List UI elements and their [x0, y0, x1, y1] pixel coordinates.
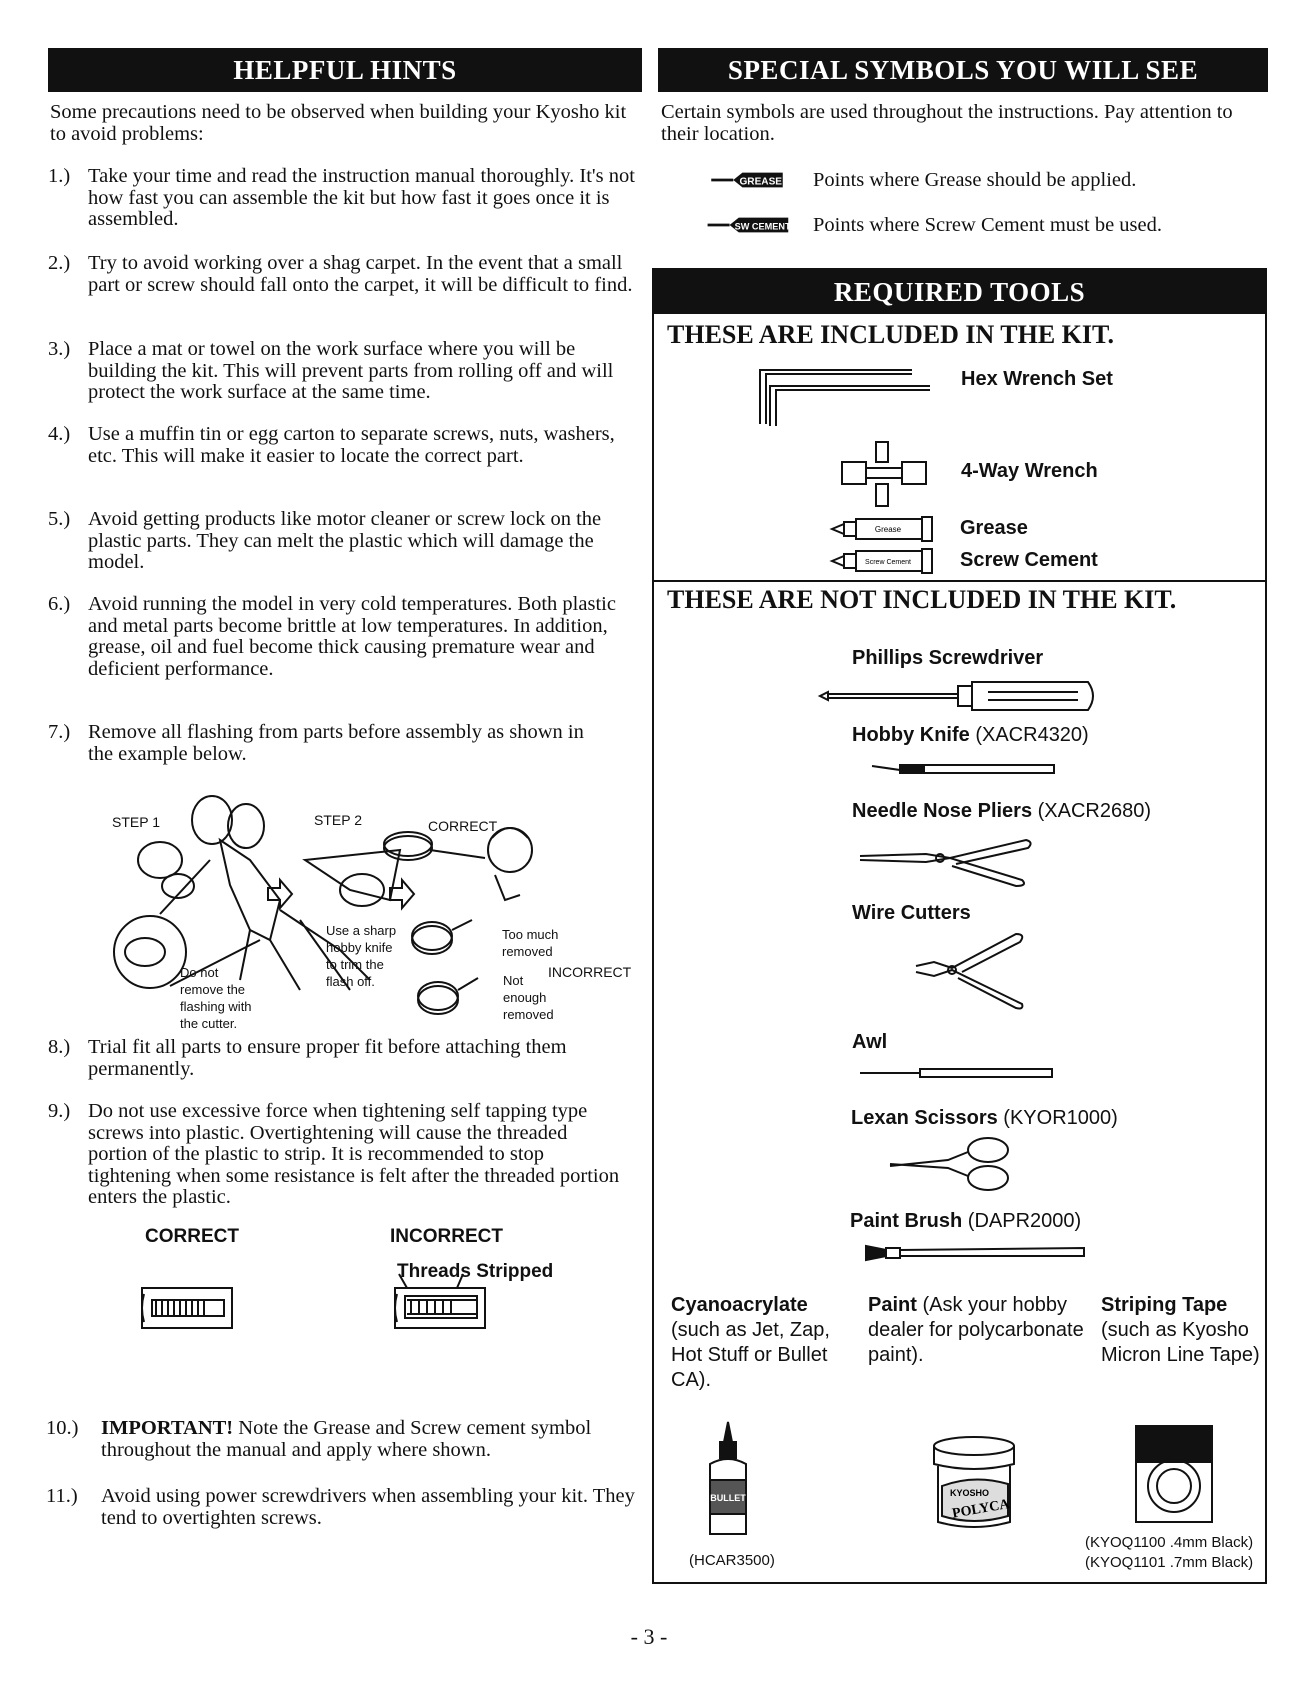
- hint-4: [48, 424, 648, 467]
- hint-text: Remove all flashing from parts before assembly as shown in the example below.: [88, 721, 584, 765]
- screw-cement-symbol-icon: [702, 214, 792, 236]
- hint-8: [48, 1037, 648, 1080]
- screw-incorrect-label: INCORRECT: [390, 1226, 503, 1247]
- hint-text: Try to avoid working over a shag carpet. In the event that a small part or screw should fall onto the carpet, it will be difficult to find.: [88, 252, 633, 296]
- svg-text:POLYCA: POLYCA: [951, 1496, 1011, 1522]
- four-way-wrench-illustration: [840, 440, 930, 510]
- hint-number: 4.): [48, 423, 71, 445]
- striping-tape-illustration: [1134, 1424, 1214, 1524]
- svg-text:GREASE: GREASE: [739, 176, 783, 188]
- hint-text: Avoid using power screwdrivers when assembling your kit. They tend to overtighten screws.: [101, 1485, 635, 1529]
- four-way-wrench-label: 4-Way Wrench: [961, 460, 1098, 482]
- wire-cutters-label: Wire Cutters: [852, 902, 971, 924]
- lexan-scissors-illustration: [888, 1134, 1014, 1194]
- not-included-heading: THESE ARE NOT INCLUDED IN THE KIT.: [667, 585, 1177, 614]
- hint-text: Do not use excessive force when tightening self tapping type screws into plastic. Overtightening will cause the threaded portion of the plastic to strip. It is recommended to stop tightening when some resistance is felt after the threaded portion enters the plastic.: [88, 1100, 620, 1208]
- step-2-label: STEP 2: [314, 812, 362, 828]
- hint-10: [46, 1418, 656, 1461]
- awl-label: Awl: [852, 1031, 888, 1053]
- cyanoacrylate-title: Cyanoacrylate: [671, 1294, 808, 1316]
- tools-divider: [652, 580, 1267, 582]
- special-symbols-header: SPECIAL SYMBOLS YOU WILL SEE: [658, 48, 1268, 92]
- screw-correct-illustration: [140, 1284, 236, 1334]
- tape-code-1: (KYOQ1100 .4mm Black): [1085, 1534, 1254, 1551]
- page-number: - 3 -: [630, 1624, 668, 1649]
- grease-label: Grease: [960, 517, 1028, 539]
- hint-number: 6.): [48, 593, 71, 615]
- hint-2: [48, 253, 648, 296]
- wire-cutters-illustration: [912, 926, 1032, 1010]
- paint-title: Paint: [868, 1294, 917, 1316]
- phillips-screwdriver-illustration: [818, 678, 1100, 714]
- svg-text:BULLET: BULLET: [710, 1493, 746, 1503]
- screw-incorrect-illustration: [393, 1284, 489, 1334]
- hint-9: [48, 1101, 648, 1209]
- hint-text: Avoid running the model in very cold temperatures. Both plastic and metal parts become brittle at low temperatures. In addition, grease, oil and fuel become thick causing premature wear and deficient performance.: [88, 593, 616, 680]
- striping-tape-text: (such as Kyosho Micron Line Tape): [1101, 1319, 1260, 1366]
- flash-removal-illustration: [100, 790, 550, 1030]
- needle-nose-pliers-label: Needle Nose Pliers (XACR2680): [852, 800, 1152, 822]
- hint-11: [46, 1486, 656, 1529]
- lexan-scissors-label: Lexan Scissors (KYOR1000): [851, 1107, 1118, 1129]
- svg-text:Screw Cement: Screw Cement: [865, 559, 911, 566]
- hint-text-rest: Note the Grease and Screw cement symbol throughout the manual and apply where shown.: [101, 1417, 592, 1461]
- hint-3: [48, 339, 648, 404]
- hint-text: Place a mat or towel on the work surface where you will be building the kit. This will prevent parts from rolling off and will protect the work surface at the same time.: [88, 338, 614, 403]
- ca-bottle-illustration: [702, 1420, 756, 1540]
- cement-symbol-text: Points where Screw Cement must be used.: [813, 214, 1163, 236]
- paint-desc: [868, 1293, 1088, 1368]
- phillips-screwdriver-label: Phillips Screwdriver: [852, 647, 1044, 669]
- hint-number: 8.): [48, 1036, 71, 1058]
- screw-cement-tube-illustration: [830, 548, 936, 574]
- hints-intro: Some precautions need to be observed when building your Kyosho kit to avoid problems:: [50, 101, 627, 145]
- hobby-knife-illustration: [870, 760, 1060, 776]
- svg-text:KYOSHO: KYOSHO: [950, 1488, 990, 1498]
- important-label: IMPORTANT!: [101, 1417, 234, 1439]
- hint-text: Trial fit all parts to ensure proper fit before attaching them permanently.: [88, 1036, 567, 1080]
- striping-tape-desc: [1101, 1293, 1263, 1368]
- hint-1: [48, 166, 648, 231]
- required-tools-header: REQUIRED TOOLS: [654, 270, 1265, 314]
- correct-label: CORRECT: [428, 818, 498, 834]
- hobby-knife-label: Hobby Knife (XACR4320): [852, 724, 1089, 746]
- tape-code-2: (KYOQ1101 .7mm Black): [1085, 1554, 1254, 1571]
- grease-tube-illustration: [830, 516, 936, 542]
- hint-text: Avoid getting products like motor cleaner or screw lock on the plastic parts. They can melt the plastic which will damage the model.: [88, 508, 602, 573]
- striping-tape-title: Striping Tape: [1101, 1294, 1228, 1316]
- paint-jar-illustration: [928, 1434, 1020, 1534]
- hint-number: 2.): [48, 252, 71, 274]
- hint-number: 11.): [46, 1485, 78, 1507]
- svg-text:SW CEMENT: SW CEMENT: [734, 221, 791, 232]
- screw-cement-label: Screw Cement: [960, 549, 1098, 571]
- grease-symbol-icon: [702, 169, 792, 191]
- needle-nose-pliers-illustration: [856, 830, 1036, 888]
- hint-number: 7.): [48, 721, 71, 743]
- hint-text: Use a muffin tin or egg carton to separate screws, nuts, washers, etc. This will make it easier to locate the correct part.: [88, 423, 615, 467]
- hint-number: 1.): [48, 165, 71, 187]
- paint-brush-label: Paint Brush (DAPR2000): [850, 1210, 1082, 1232]
- hex-wrench-illustration: [748, 364, 928, 428]
- paint-text: (Ask your hobby dealer for polycarbonate paint).: [868, 1294, 1084, 1366]
- use-knife-note: Use a sharp hobby knife to trim the flash off.: [326, 923, 397, 989]
- hint-7: [48, 722, 648, 765]
- hint-text: [101, 1418, 656, 1461]
- hint-number: 3.): [48, 338, 71, 360]
- hint-5: [48, 509, 648, 574]
- helpful-hints-header: HELPFUL HINTS: [48, 48, 642, 92]
- symbols-intro: Certain symbols are used throughout the instructions. Pay attention to their location.: [661, 101, 1233, 145]
- not-enough-note: Not enough removed: [503, 973, 554, 1022]
- cyanoacrylate-text: (such as Jet, Zap, Hot Stuff or Bullet CA).: [671, 1319, 830, 1391]
- screw-correct-label: CORRECT: [145, 1226, 239, 1247]
- hex-wrench-label: Hex Wrench Set: [961, 368, 1113, 390]
- paint-brush-illustration: [864, 1242, 1088, 1262]
- step-1-label: STEP 1: [112, 814, 160, 830]
- hint-number: 10.): [46, 1417, 79, 1439]
- hint-6: [48, 594, 648, 680]
- awl-illustration: [858, 1066, 1058, 1080]
- threads-stripped-label: Threads Stripped: [397, 1261, 554, 1282]
- cyanoacrylate-desc: [671, 1293, 851, 1393]
- do-not-note: Do not remove the flashing with the cutter.: [180, 965, 252, 1031]
- grease-symbol-text: Points where Grease should be applied.: [813, 169, 1137, 191]
- svg-text:Grease: Grease: [874, 525, 902, 534]
- hint-text: Take your time and read the instruction manual thoroughly. It's not how fast you can assemble the kit but how fast it goes once it is assembled.: [88, 165, 635, 230]
- incorrect-label: INCORRECT: [548, 964, 632, 980]
- too-much-note: Too much removed: [502, 927, 559, 959]
- hint-number: 9.): [48, 1100, 71, 1122]
- included-heading: THESE ARE INCLUDED IN THE KIT.: [667, 320, 1114, 349]
- hint-number: 5.): [48, 508, 71, 530]
- ca-code: (HCAR3500): [689, 1552, 775, 1569]
